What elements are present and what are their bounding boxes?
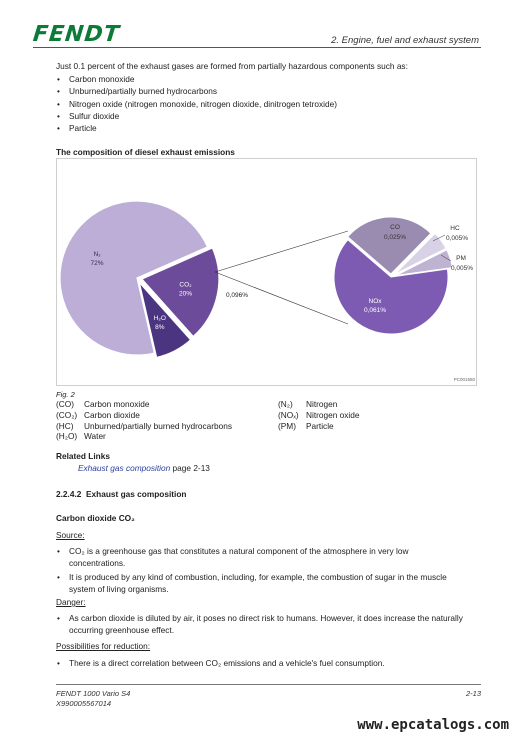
- slice-value-label: 0,025%: [383, 234, 407, 241]
- list-item: • It is produced by any kind of combustion, including, for example, the combustion of sugar in the muscle system of living organisms.: [56, 571, 466, 596]
- exhaust-pie-chart: [57, 159, 478, 387]
- legend-text: Particle: [306, 420, 334, 431]
- legend-left: [56, 399, 232, 442]
- footer-doc-id: X990005567014: [56, 699, 112, 708]
- legend-key: (HC): [56, 420, 74, 431]
- legend-key: (H₂O): [56, 431, 78, 442]
- related-link-row: [78, 463, 210, 473]
- list-item: • Carbon monoxide: [56, 73, 476, 85]
- image-code: PC001580: [453, 377, 475, 382]
- danger-label: Danger:: [56, 597, 86, 607]
- legend-text: Carbon dioxide: [84, 409, 140, 420]
- slice-value-label: 0,061%: [363, 307, 387, 314]
- slice-value-label: 0,005%: [445, 235, 469, 242]
- legend-row: [56, 410, 232, 421]
- list-item: • Nitrogen oxide (nitrogen monoxide, nitrogen dioxide, dinitrogen tetroxide): [56, 98, 476, 110]
- brand-logo: FENDT: [31, 22, 122, 47]
- chart-frame: [56, 158, 477, 386]
- legend-right: [278, 399, 360, 431]
- legend-row: [56, 431, 232, 442]
- connector-line: [215, 231, 348, 272]
- list-item: • As carbon dioxide is diluted by air, it poses no direct risk to humans. However, it does increase the naturally occurring greenhouse effect.: [56, 612, 466, 637]
- legend-row: [278, 410, 360, 421]
- list-item: • Sulfur dioxide: [56, 110, 476, 122]
- footer-rule: [56, 684, 481, 685]
- slice-value-label: 0,005%: [450, 265, 474, 272]
- header-rule: [33, 47, 481, 48]
- reduction-list: [56, 657, 476, 669]
- slice-label: NOx: [368, 298, 382, 305]
- page-ref: page 2-13: [170, 463, 210, 473]
- co2-title: Carbon dioxide CO₂: [56, 513, 135, 523]
- slice-value-label: 8%: [155, 324, 165, 332]
- callout-label: 0,096%: [225, 292, 249, 299]
- related-link[interactable]: Exhaust gas composition: [78, 463, 171, 473]
- section-title: 2. Engine, fuel and exhaust system: [331, 35, 479, 46]
- legend-key: (N₂): [278, 399, 293, 409]
- chart-heading: The composition of diesel exhaust emissions: [56, 147, 235, 157]
- legend-key: (CO₂): [56, 409, 78, 420]
- legend-text: Nitrogen: [306, 399, 338, 409]
- reduction-label: Possibilities for reduction:: [56, 641, 151, 651]
- slice-label: CO₂: [179, 281, 192, 289]
- footer-page: 2-13: [465, 689, 481, 698]
- slice-value-label: 72%: [90, 260, 104, 268]
- legend-key: (PM): [278, 420, 296, 431]
- danger-list: [56, 612, 466, 637]
- legend-key: (CO): [56, 399, 74, 409]
- legend-row: [278, 399, 360, 410]
- legend-row: [278, 421, 360, 432]
- list-item: • There is a direct correlation between CO₂ emissions and a vehicle's fuel consumption.: [56, 657, 476, 669]
- slice-label: PM: [456, 255, 466, 262]
- legend-text: Water: [84, 431, 106, 442]
- list-item: • Unburned/partially burned hydrocarbons: [56, 85, 476, 97]
- list-item: • CO₂ is a greenhouse gas that constitutes a natural component of the atmosphere in very low concentrations.: [56, 545, 466, 570]
- figure-caption: Fig. 2: [56, 390, 75, 399]
- intro-list: [56, 73, 476, 134]
- watermark: www.epcatalogs.com: [357, 717, 509, 733]
- subsection-number: 2.2.4.2: [56, 489, 82, 499]
- slice-value-label: 20%: [179, 290, 193, 298]
- subsection-title: Exhaust gas composition: [86, 489, 187, 499]
- slice-label: HC: [450, 225, 460, 232]
- legend-key: (NOₓ): [278, 409, 299, 420]
- slice-label: N₂: [93, 251, 101, 259]
- slice-label: H₂O: [153, 315, 166, 323]
- legend-row: [56, 399, 232, 410]
- legend-text: Carbon monoxide: [84, 399, 150, 409]
- list-item: • Particle: [56, 122, 476, 134]
- subsection-heading: [56, 489, 187, 499]
- intro-text: Just 0.1 percent of the exhaust gases are formed from partially hazardous components such as:: [56, 61, 408, 71]
- related-heading: Related Links: [56, 451, 110, 461]
- slice-label: CO: [390, 224, 400, 231]
- source-list: [56, 545, 466, 595]
- legend-row: [56, 421, 232, 432]
- legend-text: Unburned/partially burned hydrocarbons: [84, 420, 233, 431]
- footer-model: FENDT 1000 Vario S4: [56, 689, 131, 698]
- source-label: Source:: [56, 530, 85, 540]
- legend-text: Nitrogen oxide: [306, 409, 360, 420]
